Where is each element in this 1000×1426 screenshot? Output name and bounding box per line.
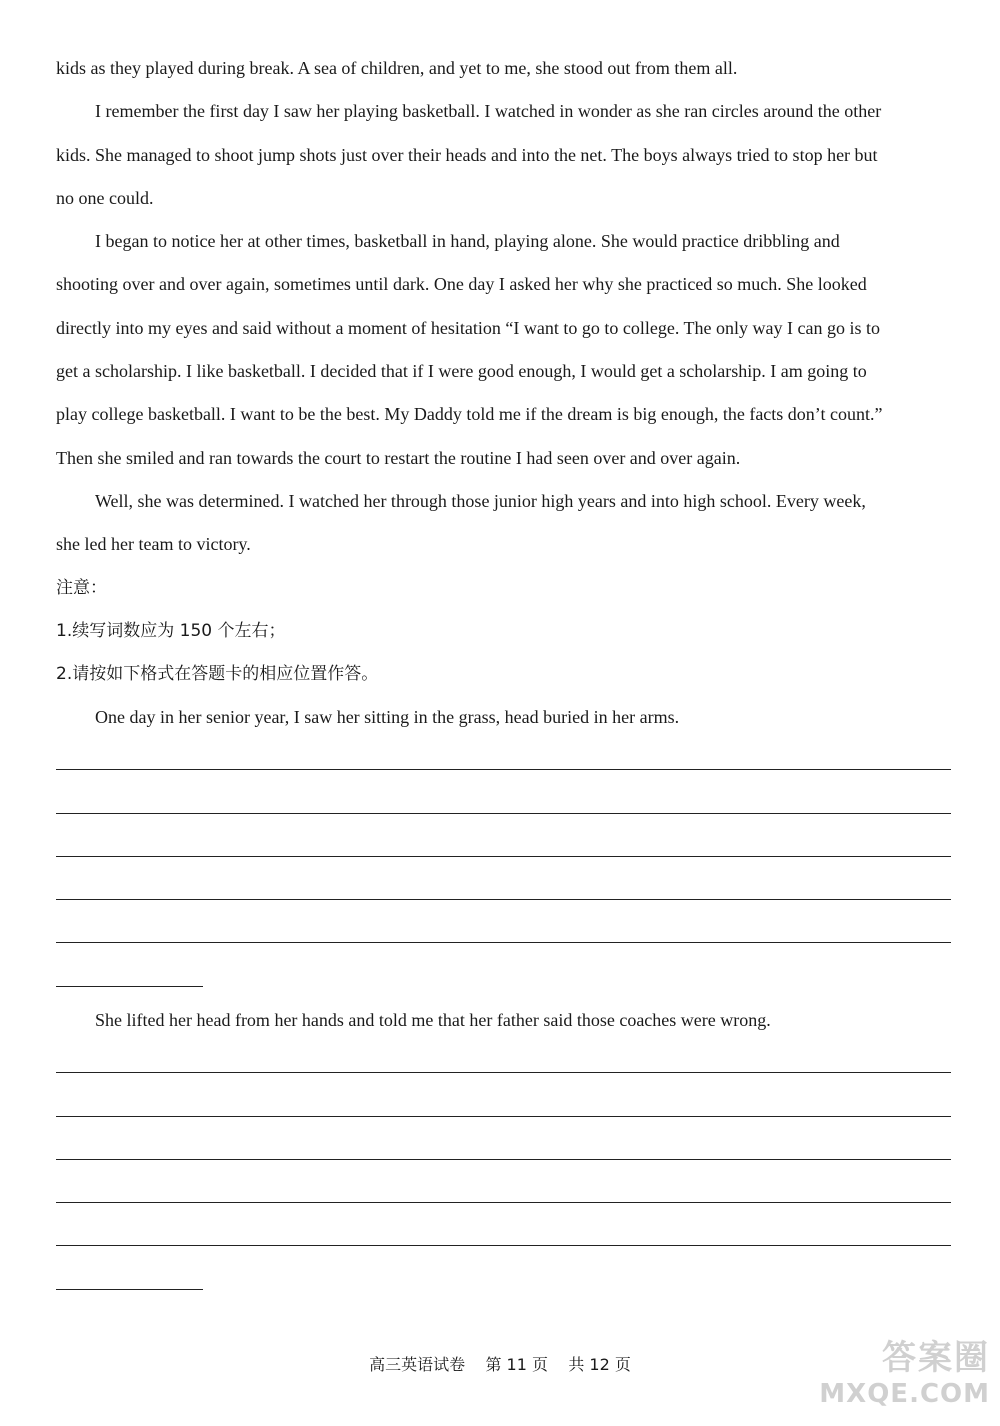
passage-line: play college basketball. I want to be the best. My Daddy told me if the dream is big enough, the facts don’t count.”	[56, 404, 883, 424]
answer-line[interactable]	[56, 899, 951, 900]
passage-line: shooting over and over again, sometimes until dark. One day I asked her why she practiced so much. She looked	[56, 274, 867, 294]
answer-line[interactable]	[56, 1159, 951, 1160]
passage-line: Well, she was determined. I watched her through those junior high years and into high school. Every week,	[95, 491, 866, 511]
notes-item-word-count: 1.续写词数应为 150 个左右；	[56, 621, 286, 641]
prompt-second: She lifted her head from her hands and told me that her father said those coaches were wrong.	[95, 1010, 771, 1030]
answer-line[interactable]	[56, 813, 951, 814]
passage-line: directly into my eyes and said without a moment of hesitation “I want to go to college. The only way I can go is to	[56, 318, 880, 338]
passage-line: Then she smiled and ran towards the court to restart the routine I had seen over and over again.	[56, 448, 741, 468]
answer-line[interactable]	[56, 1202, 951, 1203]
notes-item-format: 2.请按如下格式在答题卡的相应位置作答。	[56, 664, 379, 684]
watermark-domain: MXQE.COM	[819, 1379, 990, 1409]
notes-heading: 注意：	[56, 578, 107, 598]
passage-line: kids. She managed to shoot jump shots just over their heads and into the net. The boys always tried to stop her but	[56, 145, 878, 165]
answer-line-short[interactable]	[56, 986, 203, 987]
passage-line: I began to notice her at other times, basketball in hand, playing alone. She would practice dribbling and	[95, 231, 840, 251]
watermark-logo	[780, 1338, 990, 1420]
answer-line-short[interactable]	[56, 1289, 203, 1290]
answer-line[interactable]	[56, 769, 951, 770]
passage-line: get a scholarship. I like basketball. I decided that if I were good enough, I would get a scholarship. I am going to	[56, 361, 867, 381]
answer-line[interactable]	[56, 1245, 951, 1246]
passage-line: kids as they played during break. A sea of children, and yet to me, she stood out from them all.	[56, 58, 738, 78]
answer-line[interactable]	[56, 1072, 951, 1073]
answer-line[interactable]	[56, 942, 951, 943]
prompt-first: One day in her senior year, I saw her sitting in the grass, head buried in her arms.	[95, 707, 680, 727]
page-footer: 高三英语试卷 第 11 页 共 12 页	[369, 1355, 631, 1374]
answer-line[interactable]	[56, 856, 951, 857]
watermark-title: 答案圈	[882, 1338, 990, 1378]
passage-line: she led her team to victory.	[56, 534, 251, 554]
answer-line[interactable]	[56, 1116, 951, 1117]
passage-line: no one could.	[56, 188, 154, 208]
passage-line: I remember the first day I saw her playing basketball. I watched in wonder as she ran circles around the other	[95, 101, 882, 121]
